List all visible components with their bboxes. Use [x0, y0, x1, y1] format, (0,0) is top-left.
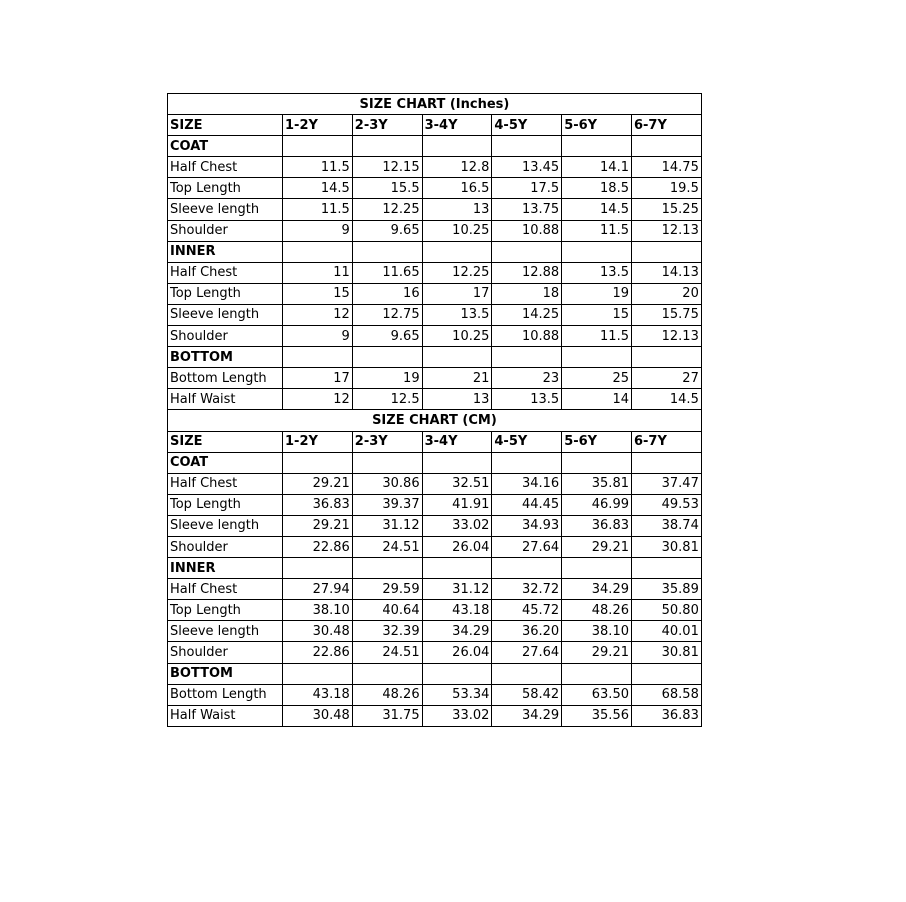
measurement-row: [168, 473, 702, 494]
group-name: BOTTOM: [168, 663, 283, 684]
measurement-value: 30.86: [352, 473, 422, 494]
group-name: COAT: [168, 452, 283, 473]
measurement-value: 40.01: [631, 621, 701, 642]
size-chart-table: [167, 93, 702, 727]
measurement-row: [168, 157, 702, 178]
empty-cell: [422, 136, 492, 157]
measurement-value: 11.5: [562, 220, 632, 241]
measurement-value: 34.93: [492, 515, 562, 536]
measurement-value: 14.5: [631, 389, 701, 410]
measurement-label: Bottom Length: [168, 368, 283, 389]
measurement-value: 53.34: [422, 684, 492, 705]
empty-cell: [631, 663, 701, 684]
empty-cell: [562, 663, 632, 684]
empty-cell: [492, 347, 562, 368]
measurement-value: 12.5: [352, 389, 422, 410]
measurement-label: Top Length: [168, 600, 283, 621]
empty-cell: [562, 241, 632, 262]
measurement-value: 19: [352, 368, 422, 389]
measurement-value: 10.88: [492, 220, 562, 241]
measurement-value: 19: [562, 283, 632, 304]
size-column-header: 6-7Y: [631, 431, 701, 452]
measurement-value: 19.5: [631, 178, 701, 199]
measurement-value: 12.13: [631, 220, 701, 241]
measurement-value: 11.65: [352, 262, 422, 283]
measurement-value: 14.25: [492, 304, 562, 325]
measurement-value: 30.81: [631, 536, 701, 557]
measurement-value: 22.86: [283, 642, 353, 663]
measurement-value: 29.21: [283, 473, 353, 494]
measurement-row: [168, 283, 702, 304]
measurement-value: 14: [562, 389, 632, 410]
measurement-value: 27.64: [492, 536, 562, 557]
measurement-value: 24.51: [352, 642, 422, 663]
measurement-value: 10.25: [422, 326, 492, 347]
measurement-value: 15: [562, 304, 632, 325]
measurement-value: 13.5: [562, 262, 632, 283]
measurement-label: Shoulder: [168, 220, 283, 241]
measurement-value: 12.88: [492, 262, 562, 283]
measurement-value: 58.42: [492, 684, 562, 705]
measurement-value: 15.5: [352, 178, 422, 199]
empty-cell: [422, 663, 492, 684]
measurement-value: 13.5: [492, 389, 562, 410]
measurement-value: 30.81: [631, 642, 701, 663]
measurement-value: 12: [283, 304, 353, 325]
measurement-value: 39.37: [352, 494, 422, 515]
group-header-row: [168, 241, 702, 262]
measurement-row: [168, 705, 702, 726]
measurement-value: 63.50: [562, 684, 632, 705]
empty-cell: [631, 452, 701, 473]
measurement-value: 35.89: [631, 579, 701, 600]
measurement-value: 11.5: [562, 326, 632, 347]
empty-cell: [422, 241, 492, 262]
measurement-value: 12.15: [352, 157, 422, 178]
measurement-value: 10.88: [492, 326, 562, 347]
measurement-value: 34.16: [492, 473, 562, 494]
empty-cell: [283, 452, 353, 473]
measurement-value: 14.13: [631, 262, 701, 283]
size-column-header: 5-6Y: [562, 115, 632, 136]
measurement-label: Bottom Length: [168, 684, 283, 705]
size-column-header: 3-4Y: [422, 431, 492, 452]
measurement-value: 17.5: [492, 178, 562, 199]
measurement-value: 11: [283, 262, 353, 283]
empty-cell: [422, 452, 492, 473]
measurement-value: 11.5: [283, 157, 353, 178]
measurement-value: 31.12: [352, 515, 422, 536]
measurement-value: 18: [492, 283, 562, 304]
measurement-row: [168, 536, 702, 557]
measurement-value: 44.45: [492, 494, 562, 515]
measurement-value: 31.12: [422, 579, 492, 600]
size-header-label: SIZE: [168, 431, 283, 452]
measurement-value: 18.5: [562, 178, 632, 199]
measurement-value: 38.10: [562, 621, 632, 642]
empty-cell: [492, 663, 562, 684]
measurement-value: 40.64: [352, 600, 422, 621]
size-column-header: 4-5Y: [492, 431, 562, 452]
measurement-value: 48.26: [352, 684, 422, 705]
empty-cell: [631, 136, 701, 157]
measurement-value: 14.5: [283, 178, 353, 199]
measurement-value: 30.48: [283, 705, 353, 726]
group-header-row: [168, 136, 702, 157]
group-header-row: [168, 452, 702, 473]
empty-cell: [352, 241, 422, 262]
empty-cell: [352, 347, 422, 368]
measurement-row: [168, 684, 702, 705]
measurement-row: [168, 262, 702, 283]
measurement-row: [168, 304, 702, 325]
measurement-value: 12.75: [352, 304, 422, 325]
measurement-row: [168, 326, 702, 347]
measurement-value: 17: [422, 283, 492, 304]
measurement-value: 13: [422, 389, 492, 410]
measurement-value: 36.83: [631, 705, 701, 726]
measurement-value: 12.13: [631, 326, 701, 347]
measurement-value: 26.04: [422, 642, 492, 663]
measurement-value: 9.65: [352, 220, 422, 241]
measurement-value: 13.5: [422, 304, 492, 325]
measurement-value: 14.75: [631, 157, 701, 178]
measurement-value: 24.51: [352, 536, 422, 557]
measurement-value: 46.99: [562, 494, 632, 515]
empty-cell: [492, 452, 562, 473]
measurement-value: 48.26: [562, 600, 632, 621]
measurement-row: [168, 600, 702, 621]
measurement-value: 30.48: [283, 621, 353, 642]
measurement-label: Sleeve length: [168, 199, 283, 220]
measurement-row: [168, 515, 702, 536]
measurement-value: 27: [631, 368, 701, 389]
measurement-label: Shoulder: [168, 642, 283, 663]
measurement-value: 13.45: [492, 157, 562, 178]
measurement-value: 36.20: [492, 621, 562, 642]
empty-cell: [492, 241, 562, 262]
measurement-value: 13.75: [492, 199, 562, 220]
group-name: COAT: [168, 136, 283, 157]
size-column-header: 2-3Y: [352, 115, 422, 136]
measurement-value: 25: [562, 368, 632, 389]
measurement-label: Top Length: [168, 178, 283, 199]
measurement-value: 29.59: [352, 579, 422, 600]
size-header-row: [168, 115, 702, 136]
measurement-value: 33.02: [422, 515, 492, 536]
measurement-row: [168, 579, 702, 600]
size-column-header: 1-2Y: [283, 431, 353, 452]
measurement-value: 37.47: [631, 473, 701, 494]
measurement-value: 38.74: [631, 515, 701, 536]
measurement-value: 43.18: [422, 600, 492, 621]
measurement-value: 29.21: [283, 515, 353, 536]
measurement-row: [168, 494, 702, 515]
measurement-label: Shoulder: [168, 326, 283, 347]
empty-cell: [352, 663, 422, 684]
measurement-row: [168, 642, 702, 663]
empty-cell: [631, 347, 701, 368]
empty-cell: [352, 136, 422, 157]
measurement-value: 27.94: [283, 579, 353, 600]
empty-cell: [562, 347, 632, 368]
size-chart: [167, 93, 702, 727]
empty-cell: [562, 136, 632, 157]
measurement-value: 12.25: [352, 199, 422, 220]
measurement-value: 41.91: [422, 494, 492, 515]
measurement-value: 20: [631, 283, 701, 304]
measurement-label: Top Length: [168, 283, 283, 304]
measurement-value: 68.58: [631, 684, 701, 705]
measurement-value: 26.04: [422, 536, 492, 557]
measurement-value: 35.81: [562, 473, 632, 494]
measurement-value: 9: [283, 326, 353, 347]
measurement-value: 29.21: [562, 536, 632, 557]
measurement-label: Half Waist: [168, 705, 283, 726]
empty-cell: [562, 452, 632, 473]
measurement-value: 15.25: [631, 199, 701, 220]
measurement-label: Top Length: [168, 494, 283, 515]
size-column-header: 5-6Y: [562, 431, 632, 452]
measurement-value: 23: [492, 368, 562, 389]
empty-cell: [283, 136, 353, 157]
empty-cell: [492, 136, 562, 157]
group-header-row: [168, 663, 702, 684]
chart-title: SIZE CHART (Inches): [168, 94, 702, 115]
measurement-value: 35.56: [562, 705, 632, 726]
measurement-value: 9: [283, 220, 353, 241]
measurement-value: 12: [283, 389, 353, 410]
empty-cell: [283, 347, 353, 368]
group-name: INNER: [168, 558, 283, 579]
size-column-header: 2-3Y: [352, 431, 422, 452]
empty-cell: [492, 558, 562, 579]
measurement-value: 15: [283, 283, 353, 304]
measurement-value: 32.51: [422, 473, 492, 494]
measurement-value: 16.5: [422, 178, 492, 199]
measurement-row: [168, 389, 702, 410]
measurement-value: 34.29: [422, 621, 492, 642]
measurement-value: 29.21: [562, 642, 632, 663]
chart-title: SIZE CHART (CM): [168, 410, 702, 431]
measurement-row: [168, 178, 702, 199]
empty-cell: [352, 558, 422, 579]
chart-title-row: [168, 410, 702, 431]
measurement-row: [168, 220, 702, 241]
measurement-value: 33.02: [422, 705, 492, 726]
empty-cell: [283, 558, 353, 579]
group-header-row: [168, 347, 702, 368]
chart-title-row: [168, 94, 702, 115]
measurement-value: 22.86: [283, 536, 353, 557]
measurement-label: Sleeve length: [168, 515, 283, 536]
size-column-header: 4-5Y: [492, 115, 562, 136]
measurement-value: 11.5: [283, 199, 353, 220]
measurement-label: Sleeve length: [168, 304, 283, 325]
measurement-row: [168, 199, 702, 220]
measurement-value: 10.25: [422, 220, 492, 241]
measurement-value: 34.29: [492, 705, 562, 726]
measurement-value: 12.8: [422, 157, 492, 178]
measurement-value: 32.72: [492, 579, 562, 600]
empty-cell: [562, 558, 632, 579]
empty-cell: [422, 347, 492, 368]
measurement-value: 36.83: [562, 515, 632, 536]
empty-cell: [422, 558, 492, 579]
size-header-label: SIZE: [168, 115, 283, 136]
measurement-value: 34.29: [562, 579, 632, 600]
measurement-row: [168, 621, 702, 642]
measurement-label: Shoulder: [168, 536, 283, 557]
empty-cell: [283, 663, 353, 684]
empty-cell: [631, 241, 701, 262]
measurement-label: Sleeve length: [168, 621, 283, 642]
measurement-value: 14.1: [562, 157, 632, 178]
size-column-header: 6-7Y: [631, 115, 701, 136]
measurement-label: Half Chest: [168, 579, 283, 600]
empty-cell: [352, 452, 422, 473]
size-column-header: 3-4Y: [422, 115, 492, 136]
measurement-value: 16: [352, 283, 422, 304]
measurement-value: 12.25: [422, 262, 492, 283]
group-header-row: [168, 558, 702, 579]
measurement-value: 36.83: [283, 494, 353, 515]
measurement-row: [168, 368, 702, 389]
group-name: BOTTOM: [168, 347, 283, 368]
measurement-value: 43.18: [283, 684, 353, 705]
empty-cell: [631, 558, 701, 579]
measurement-value: 27.64: [492, 642, 562, 663]
measurement-value: 49.53: [631, 494, 701, 515]
measurement-value: 38.10: [283, 600, 353, 621]
measurement-label: Half Chest: [168, 473, 283, 494]
measurement-value: 45.72: [492, 600, 562, 621]
measurement-value: 21: [422, 368, 492, 389]
measurement-label: Half Chest: [168, 157, 283, 178]
measurement-value: 32.39: [352, 621, 422, 642]
measurement-value: 13: [422, 199, 492, 220]
measurement-value: 15.75: [631, 304, 701, 325]
size-column-header: 1-2Y: [283, 115, 353, 136]
measurement-value: 17: [283, 368, 353, 389]
measurement-value: 50.80: [631, 600, 701, 621]
group-name: INNER: [168, 241, 283, 262]
empty-cell: [283, 241, 353, 262]
size-header-row: [168, 431, 702, 452]
measurement-label: Half Chest: [168, 262, 283, 283]
measurement-value: 9.65: [352, 326, 422, 347]
measurement-value: 31.75: [352, 705, 422, 726]
measurement-label: Half Waist: [168, 389, 283, 410]
measurement-value: 14.5: [562, 199, 632, 220]
